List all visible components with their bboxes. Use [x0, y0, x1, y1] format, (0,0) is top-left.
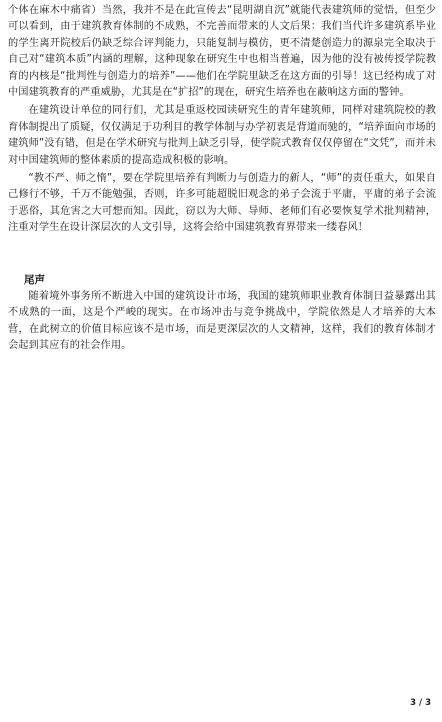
- page-number: 3 / 3: [410, 698, 431, 708]
- paragraph-design-units: 在建筑设计单位的同行们，尤其是重返校园读研究生的青年建筑师，同样对建筑院校的教育体制提出了质疑，仅仅满足于功利目的教学体制与办学初衷是背道而驰的，“培养面向市场的建筑师”没有错，但是在学术研究与批判上缺乏引导，使学院式教育仅仅停留在“文凭”，而并未对中国建筑师的整体素质的提高造成积极的影响。: [8, 105, 436, 166]
- paragraph-teacher-duty: “教不严、师之惰”，要在学院里培养有判断力与创造力的新人，“师”的责任重大，如果自己修行不够，千万不能勉强，否则，许多可能超脱旧观念的弟子会流于平庸，平庸的弟子会流于恶俗，其危害之大可想而知。因此，窃以为大师、导师、老师们有必要恢复学术批判精神，注重对学生在设计深层次的人文引导，这将会给中国建筑教育界带来一缕春风！: [8, 173, 436, 234]
- epilogue-heading: 尾声: [24, 273, 45, 286]
- paragraph-epilogue: 随着境外事务所不断进入中国的建筑设计市场，我国的建筑师职业教育体制日益暴露出其不成熟的一面，这是个严峻的现实。在市场冲击与竞争挑战中，学院依然是人才培养的大本营，在此树立的价值目标应该不是市场，而是更深层次的人文精神，这样，我们的教育体制才会起到其应有的社会作用。: [8, 290, 436, 351]
- paragraph-continuation: 个体在麻木中痛省）当然，我并不是在此宣传去“昆明湖自沉”就能代表建筑师的觉悟，但至少可以看到，由于建筑教育体制的不成熟，不完善而带来的人文后果：我们当代许多建筑系毕业的学生离开院校后仍缺乏综合评判能力，只能复制与模仿，更不清楚创造力的源泉完全取决于自己对“建筑本质”内涵的理解，这种现象在研究生中也相当普遍，因为他的没有被传授学院教育的内核是“批判性与创造力的培养”——他们在学院里缺乏在这方面的引导！这已经构成了对中国建筑教育的严重威胁，尤其是在“扩招”的现在，研究生培养也在蔽响这方面的警钟。: [8, 5, 436, 99]
- document-page: [8, 3, 436, 354]
